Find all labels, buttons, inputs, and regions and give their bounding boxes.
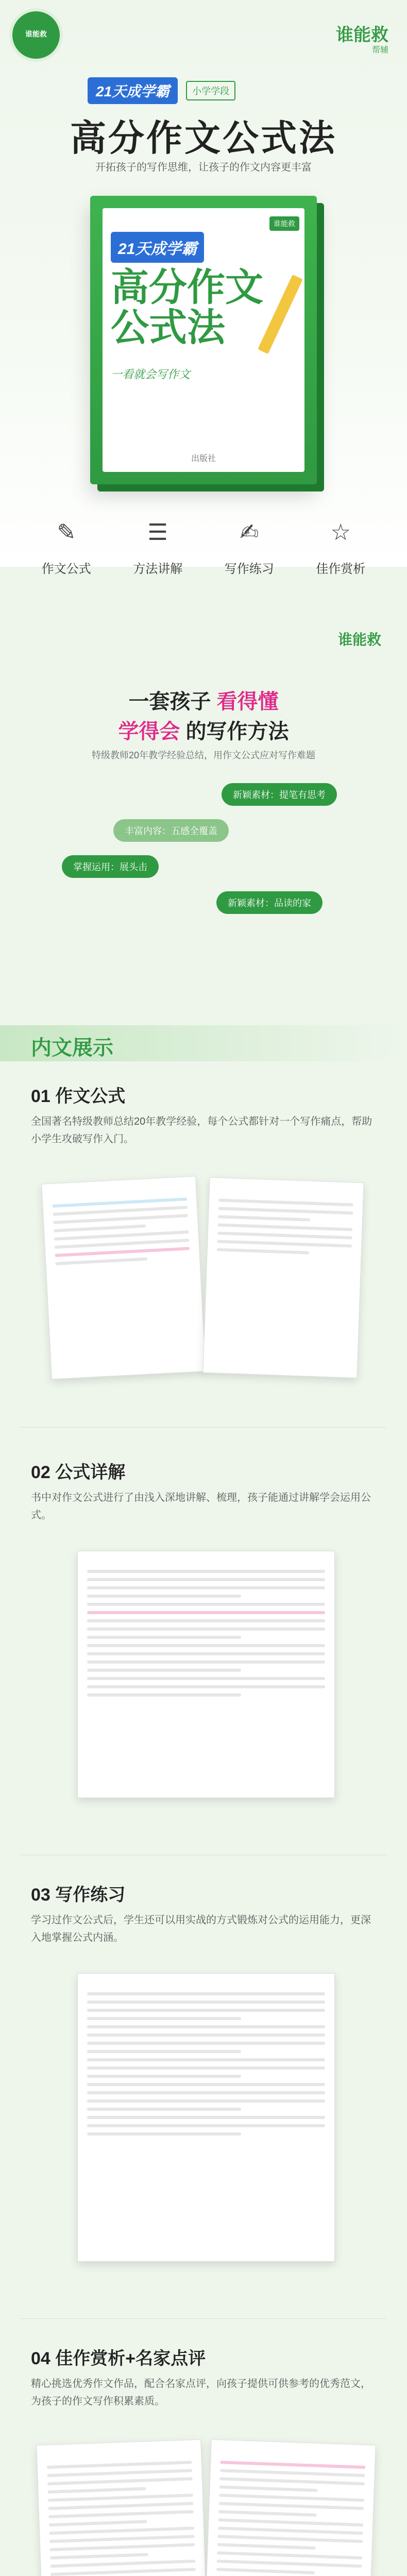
pencil-icon: ✎	[57, 519, 76, 545]
pill-1: 新颖素材：提笔有思考	[222, 783, 337, 806]
block-title-4: 04 佳作赏析+名家点评	[31, 2349, 206, 2368]
divider	[21, 2318, 386, 2319]
intro-section	[0, 618, 407, 979]
pill-3: 掌握运用：展头击	[62, 855, 159, 878]
book-title: 高分作文公式法	[111, 265, 263, 350]
block-desc-2: 书中对作文公式进行了由浅入深地讲解、梳理，孩子能通过讲解学会运用公式。	[31, 1492, 371, 1521]
headline-accent: 学得会	[118, 720, 180, 743]
brand-sub: 帮辅	[371, 46, 388, 55]
sample-page-4a	[36, 2439, 211, 2576]
block-desc-1: 全国著名特级教师总结20年教学经验，每个公式都针对一个写作痛点，帮助小学生攻破写作入门。	[31, 1116, 372, 1145]
hero-grade-tag: 小学学段	[186, 81, 235, 100]
book-tag: 21天成学霸	[111, 232, 204, 263]
intro-headline-2	[0, 715, 407, 744]
content-title-bar	[0, 1025, 407, 1061]
sample-page-1a	[41, 1176, 206, 1379]
feature-label: 方法讲解	[133, 562, 183, 576]
divider	[21, 1427, 386, 1428]
block-title-1: 01 作文公式	[31, 1087, 126, 1106]
book-cover	[90, 196, 317, 484]
sample-page-4b	[201, 2439, 376, 2576]
hero-section	[0, 0, 407, 567]
feature-practice	[211, 515, 288, 598]
content-title: 内文展示	[31, 1037, 113, 1059]
write-icon: ✍	[240, 519, 259, 545]
sample-page-3	[77, 1973, 335, 2262]
pill-2: 丰富内容：五感全覆盖	[113, 819, 229, 842]
book-slogan: 一看就会写作文	[111, 368, 191, 381]
intro-subtitle: 特级教师20年教学经验总结，用作文公式应对写作难题	[91, 750, 316, 760]
feature-label: 写作练习	[224, 562, 274, 576]
headline-accent: 看得懂	[216, 690, 279, 713]
feature-formula	[28, 515, 105, 598]
feature-appreciation	[302, 515, 379, 598]
headline-text: 一套孩子	[128, 690, 211, 713]
book-badge: 谁能救	[269, 216, 299, 231]
headline-text: 的写作方法	[185, 720, 289, 743]
sample-page-2	[77, 1551, 335, 1798]
brand-name: 谁能救	[336, 25, 388, 45]
block-title-3: 03 写作练习	[31, 1885, 126, 1905]
feature-method	[119, 515, 196, 598]
feature-label: 佳作赏析	[316, 562, 366, 576]
hero-tag-row	[88, 77, 235, 104]
hero-title: 高分作文公式法	[70, 117, 337, 159]
intro-corner-brand: 谁能救	[337, 632, 381, 648]
block-title-2: 02 公式详解	[31, 1463, 126, 1482]
intro-headline-1	[0, 685, 407, 715]
brand-logo: 谁能救	[12, 11, 60, 59]
hero-tag: 21天成学霸	[88, 77, 178, 104]
star-icon: ☆	[330, 519, 351, 545]
pill-4: 新颖素材：品读的家	[216, 891, 323, 914]
hero-subtitle: 开拓孩子的写作思维，让孩子的作文内容更丰富	[95, 162, 312, 173]
sample-page-1b	[202, 1177, 364, 1378]
feature-label: 作文公式	[41, 562, 91, 576]
book-publisher: 出版社	[191, 454, 216, 463]
feature-row	[0, 515, 407, 598]
list-icon: ☰	[147, 519, 168, 545]
block-desc-4: 精心挑选优秀作文作品，配合名家点评，向孩子提供可供参考的优秀范文，为孩子的作文写作积累素质。	[31, 2378, 371, 2407]
block-desc-3: 学习过作文公式后，学生还可以用实战的方式锻炼对公式的运用能力，更深入地掌握公式内涵。	[31, 1914, 371, 1943]
